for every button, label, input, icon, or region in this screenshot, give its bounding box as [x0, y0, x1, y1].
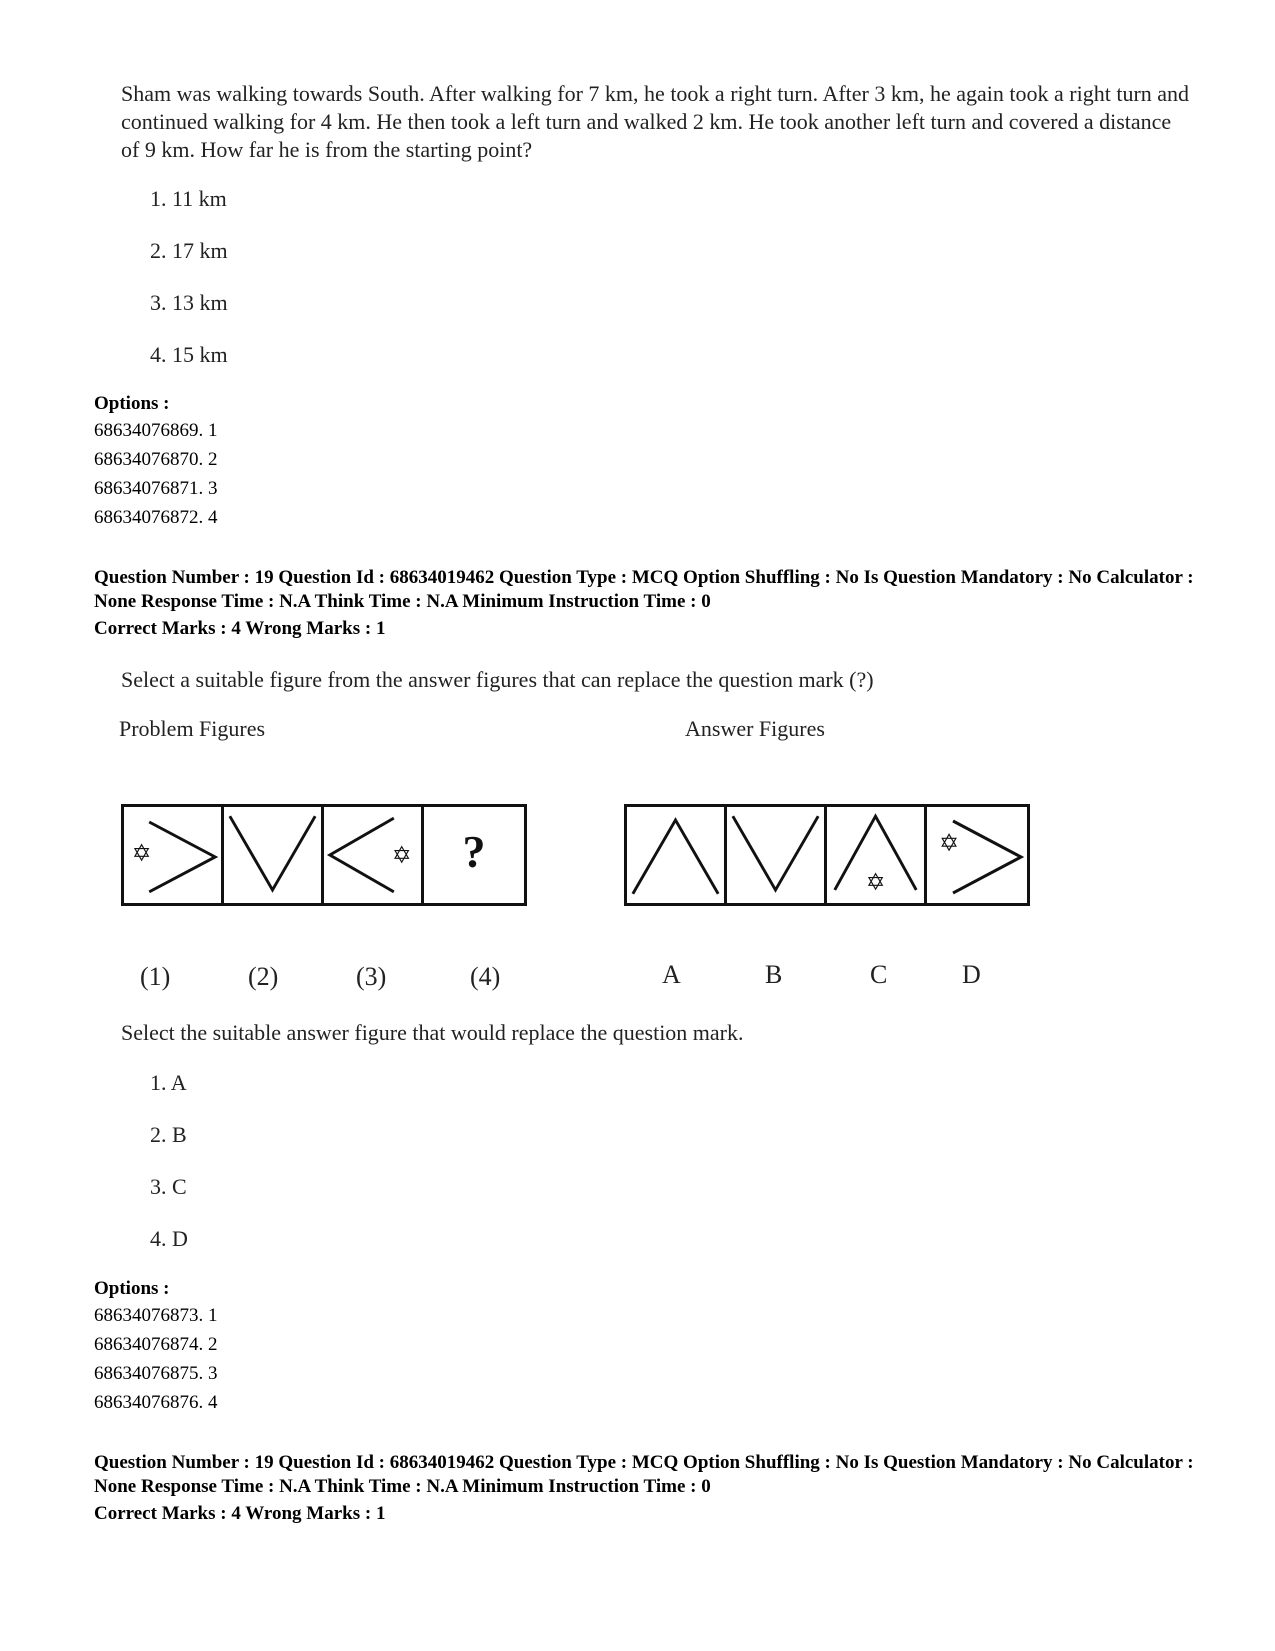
answer-figures	[624, 804, 1030, 906]
question-18-text: Sham was walking towards South. After walking for 7 km, he took a right turn. After 3 km, he again took a right turn and continued walking for 4 km. He then took a left turn and walked 2 km. He took another left turn and covered a distance of 9 km. How far he is from the starting point?	[121, 81, 1190, 162]
answer-figure-a	[627, 807, 727, 903]
options-label: Options :	[94, 1278, 170, 1299]
option-id-list	[94, 1301, 218, 1417]
problem-figure-1	[124, 807, 224, 903]
problem-caption-2: (2)	[248, 962, 279, 991]
problem-figures-label: Problem Figures	[119, 716, 266, 741]
choice-4: 4. 15 km	[150, 342, 228, 367]
answer-caption-d: D	[962, 960, 981, 989]
marks-meta: Correct Marks : 4 Wrong Marks : 1	[94, 618, 386, 639]
question-meta: Question Number : 19 Question Id : 68634019462 Question Type : MCQ Option Shuffling : No Is Question Mandatory : No Calculator : None Response Time : N.A Think Time : N.A Minimum Instruction Time : 0	[94, 567, 1194, 612]
problem-figure-4	[424, 807, 524, 903]
svg-text:✡: ✡	[131, 840, 152, 867]
option-id: 68634076871. 3	[94, 478, 218, 499]
choice-1: 1. A	[150, 1070, 187, 1095]
choice-4: 4. D	[150, 1226, 188, 1251]
option-id: 68634076876. 4	[94, 1392, 218, 1413]
question-meta: Question Number : 19 Question Id : 68634019462 Question Type : MCQ Option Shuffling : No Is Question Mandatory : No Calculator : None Response Time : N.A Think Time : N.A Minimum Instruction Time : 0	[94, 1452, 1194, 1497]
choice-1: 1. 11 km	[150, 186, 227, 211]
answer-caption-a: A	[662, 960, 681, 989]
marks-meta: Correct Marks : 4 Wrong Marks : 1	[94, 1503, 386, 1524]
option-id: 68634076869. 1	[94, 420, 218, 441]
answer-figures-label: Answer Figures	[685, 716, 825, 741]
option-id-list	[94, 416, 218, 532]
answer-figure-d	[927, 807, 1027, 903]
option-id: 68634076875. 3	[94, 1363, 218, 1384]
option-id: 68634076870. 2	[94, 449, 218, 470]
choice-3: 3. C	[150, 1174, 187, 1199]
question-19-instruction: Select a suitable figure from the answer figures that can replace the question mark (?)	[121, 667, 874, 692]
option-id: 68634076873. 1	[94, 1305, 218, 1326]
problem-caption-4: (4)	[470, 962, 501, 991]
answer-caption-b: B	[765, 960, 783, 989]
svg-text:✡: ✡	[865, 869, 886, 896]
option-id: 68634076874. 2	[94, 1334, 218, 1355]
svg-text:✡: ✡	[938, 831, 960, 857]
problem-figure-3	[324, 807, 424, 903]
answer-figure-c	[827, 807, 927, 903]
svg-text:✡: ✡	[391, 842, 412, 869]
option-id: 68634076872. 4	[94, 507, 218, 528]
options-label: Options :	[94, 393, 170, 414]
answer-caption-c: C	[870, 960, 888, 989]
choice-2: 2. 17 km	[150, 238, 228, 263]
choice-2: 2. B	[150, 1122, 187, 1147]
problem-figure-2	[224, 807, 324, 903]
question-mark: ?	[462, 826, 486, 877]
answer-figure-b	[727, 807, 827, 903]
choice-3: 3. 13 km	[150, 290, 228, 315]
problem-caption-3: (3)	[356, 962, 387, 991]
problem-figures	[121, 804, 527, 906]
problem-caption-1: (1)	[140, 962, 171, 991]
question-19-prompt: Select the suitable answer figure that would replace the question mark.	[121, 1020, 744, 1045]
